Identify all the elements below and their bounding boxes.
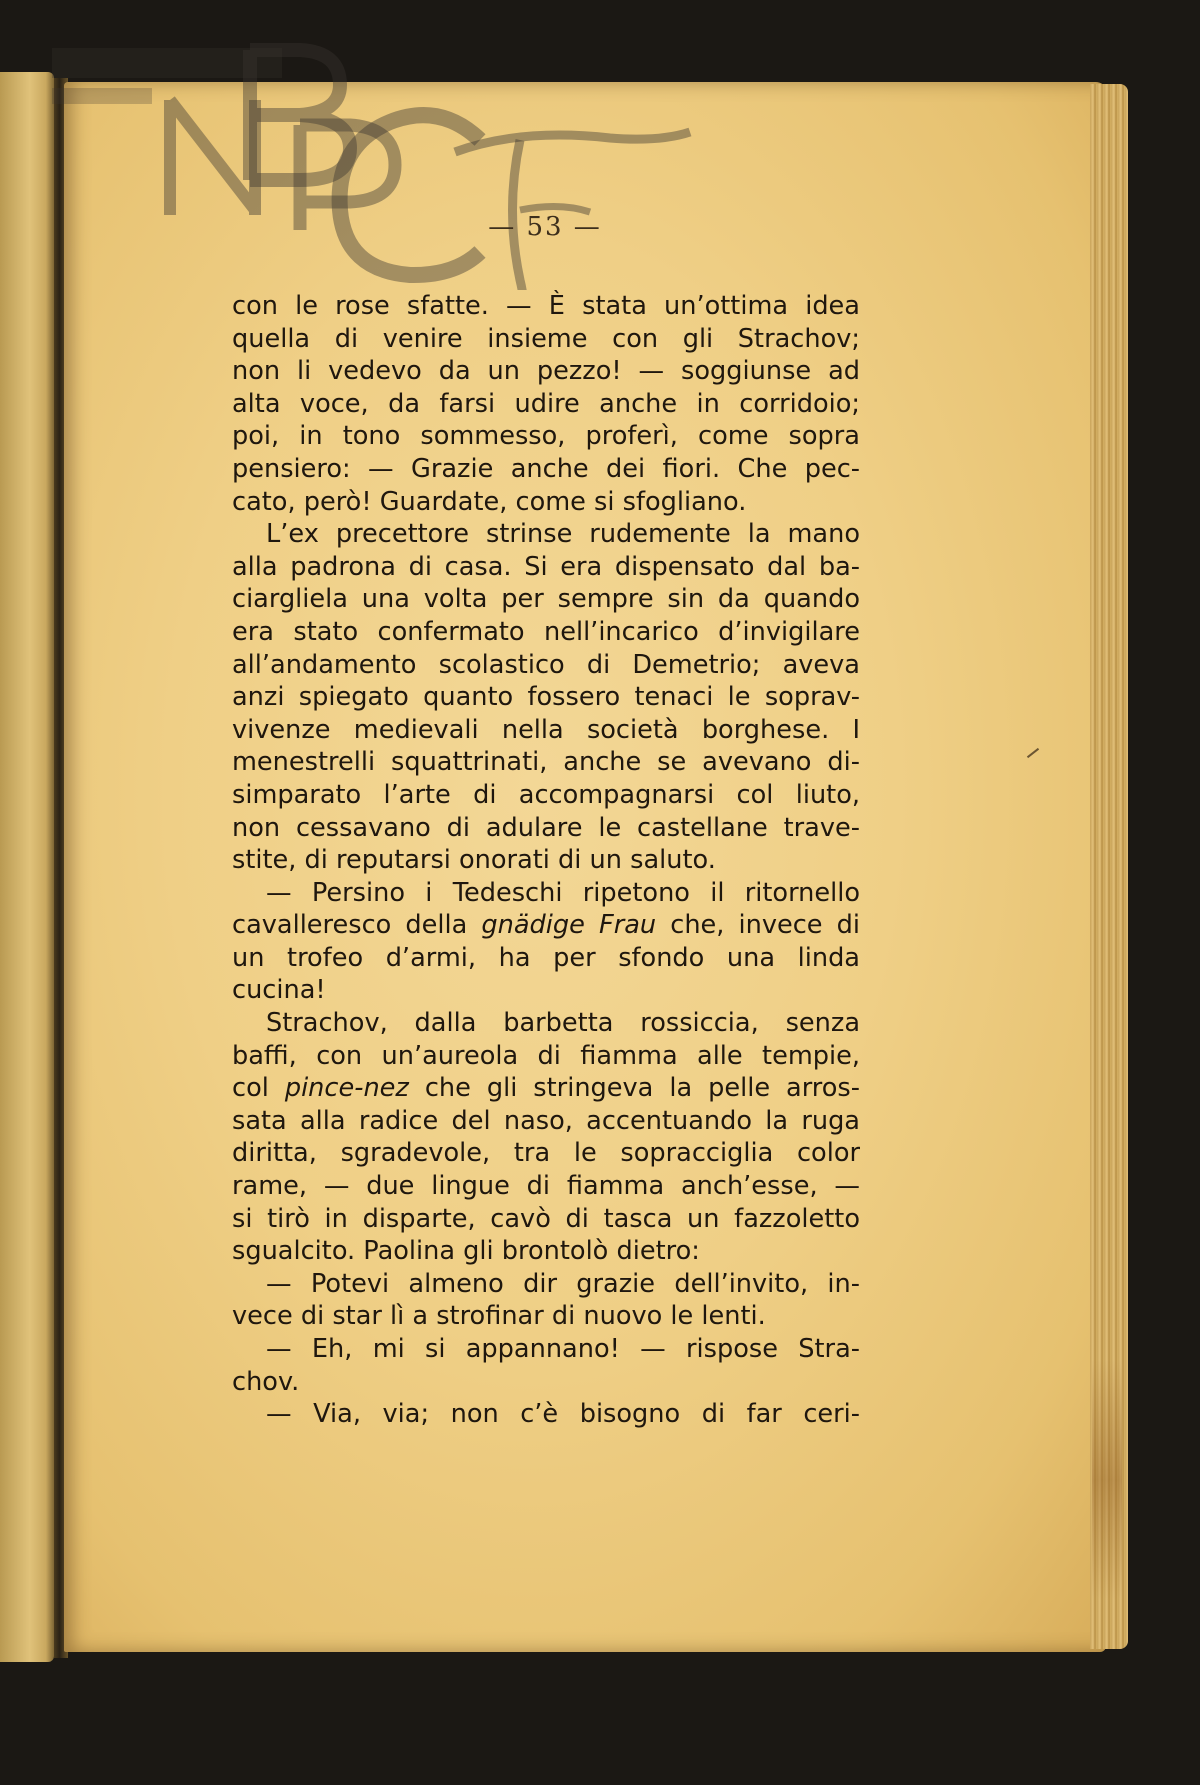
text-line: vivenze medievali nella società borghese. I	[232, 714, 860, 745]
text-line: — Potevi almeno dir grazie dell’invito, in-	[266, 1268, 860, 1299]
italic-phrase: pince-nez	[284, 1073, 409, 1104]
text-line: poi, in tono sommesso, proferì, come sopra	[232, 421, 860, 452]
text-line: L’ex precettore strinse rudemente la mano	[266, 519, 860, 550]
text-line: con le rose sfatte. — È stata un’ottima idea	[232, 291, 860, 321]
edge-stain	[1092, 1360, 1122, 1600]
body-text	[232, 290, 860, 1431]
text-line: cucina!	[232, 975, 326, 1006]
text-line: col pince-nez che gli stringeva la pelle arros-	[232, 1073, 860, 1104]
text-line: anzi spiegato quanto fossero tenaci le soprav-	[232, 682, 860, 713]
text-line: non cessavano di adulare le castellane trave-	[232, 812, 860, 843]
text-line: vece di star lì a strofinar di nuovo le lenti.	[232, 1301, 766, 1332]
text-line: cato, però! Guardate, come si sfogliano.	[232, 486, 747, 517]
text-line: chov.	[232, 1366, 300, 1397]
text-line: non li vedevo da un pezzo! — soggiunse ad	[232, 356, 860, 387]
italic-phrase: gnädige Frau	[481, 910, 657, 941]
left-page-edge	[0, 72, 54, 1662]
text-line: all’andamento scolastico di Demetrio; aveva	[232, 649, 860, 680]
text-line: menestrelli squattrinati, anche se avevano di-	[232, 747, 860, 778]
text-line: alla padrona di casa. Si era dispensato dal ba-	[232, 551, 860, 582]
text-line: sgualcito. Paolina gli brontolò dietro:	[232, 1236, 700, 1267]
text-line: — Eh, mi si appannano! — rispose Stra-	[266, 1334, 860, 1364]
text-line: un trofeo d’armi, ha per sfondo una linda	[232, 942, 860, 973]
text-line: ciargliela una volta per sempre sin da quando	[232, 584, 860, 615]
text-line: rame, — due lingue di fiamma anch’esse, —	[232, 1171, 860, 1202]
text-line: — Via, via; non c’è bisogno di far ceri-	[266, 1399, 860, 1430]
text-line: Strachov, dalla barbetta rossiccia, senza	[266, 1008, 860, 1039]
text-line: sata alla radice del naso, accentuando la ruga	[232, 1105, 860, 1136]
text-line: cavalleresco della gnädige Frau che, invece di	[232, 910, 860, 941]
page-number: — 53 —	[488, 212, 602, 242]
text-line: baffi, con un’aureola di fiamma alle tempie,	[232, 1040, 860, 1071]
text-line: pensiero: — Grazie anche dei fiori. Che pec-	[232, 453, 860, 484]
text-line: si tirò in disparte, cavò di tasca un fazzoletto	[232, 1203, 860, 1234]
text-line: — Persino i Tedeschi ripetono il ritornello	[266, 877, 860, 908]
text-line: stite, di reputarsi onorati di un saluto.	[232, 845, 716, 876]
text-line: alta voce, da farsi udire anche in corridoio;	[232, 388, 860, 419]
bncf-watermark-logo	[50, 30, 710, 290]
text-line: quella di venire insieme con gli Strachov;	[232, 323, 860, 354]
text-line: era stato confermato nell’incarico d’invigilare	[232, 616, 860, 647]
text-line: simparato l’arte di accompagnarsi col liuto,	[232, 779, 860, 810]
text-line: diritta, sgradevole, tra le sopracciglia color	[232, 1138, 860, 1169]
